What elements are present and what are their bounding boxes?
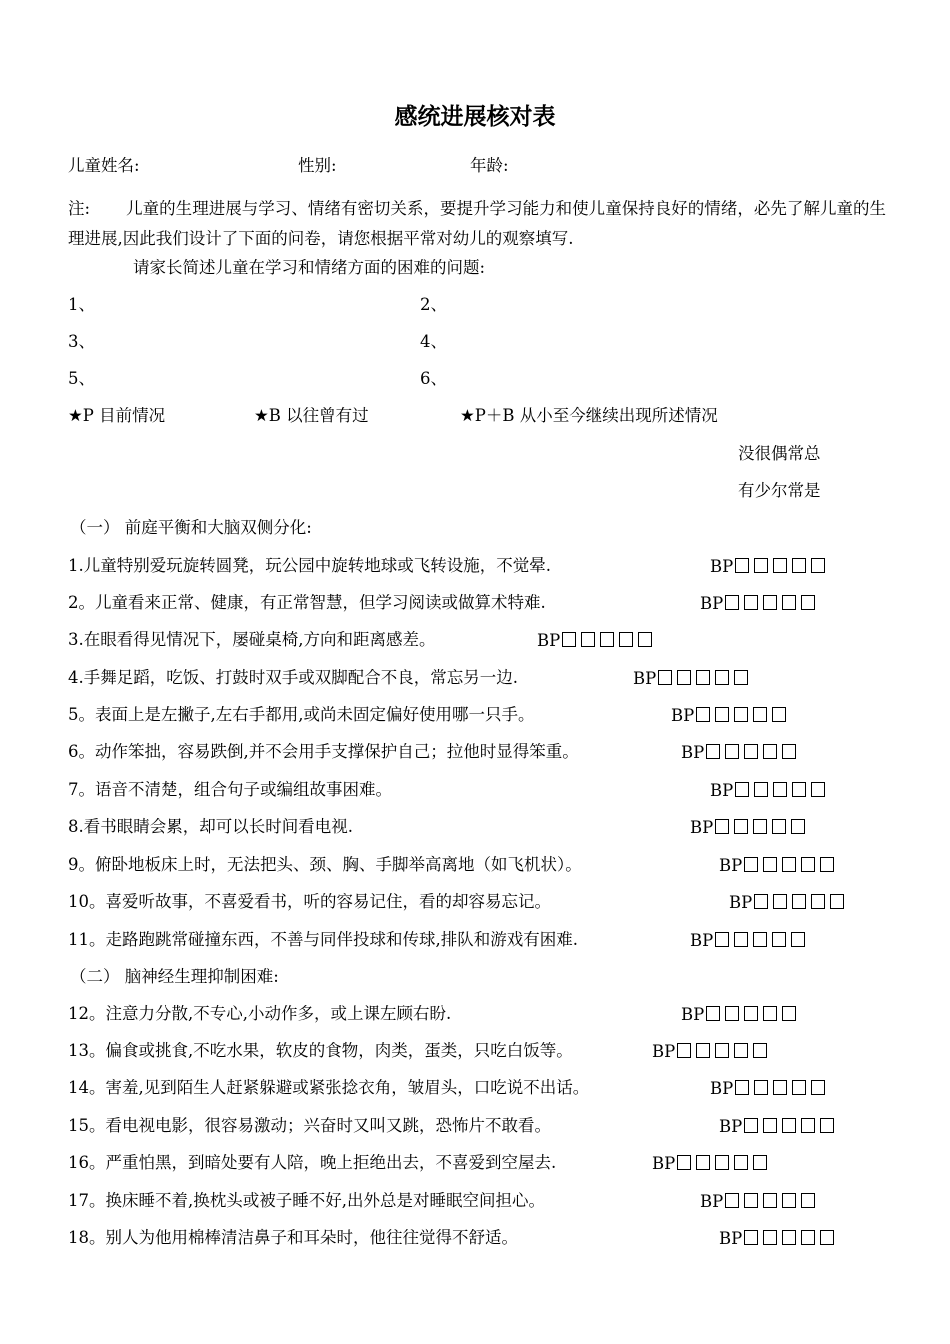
bp-label: BP bbox=[652, 1154, 676, 1173]
answer-checkbox-group bbox=[719, 1230, 834, 1248]
bp-label: BP bbox=[690, 931, 714, 950]
answer-checkbox[interactable] bbox=[753, 819, 767, 834]
answer-checkbox[interactable] bbox=[715, 1155, 729, 1170]
answer-checkbox[interactable] bbox=[581, 632, 595, 647]
answer-checkbox[interactable] bbox=[696, 670, 710, 685]
answer-checkbox[interactable] bbox=[811, 782, 825, 797]
problem-number-6: 6、 bbox=[420, 369, 447, 388]
answer-checkbox[interactable] bbox=[754, 782, 768, 797]
answer-checkbox[interactable] bbox=[820, 1118, 834, 1133]
bp-label: BP bbox=[729, 893, 753, 912]
answer-checkbox[interactable] bbox=[725, 1193, 739, 1208]
answer-checkbox[interactable] bbox=[734, 707, 748, 722]
question-text: 12。注意力分散,不专心,小动作多，或上课左顾右盼. bbox=[68, 1004, 452, 1023]
answer-checkbox[interactable] bbox=[753, 932, 767, 947]
answer-checkbox-group bbox=[719, 857, 834, 875]
answer-checkbox[interactable] bbox=[773, 1080, 787, 1095]
answer-checkbox[interactable] bbox=[744, 1230, 758, 1245]
bp-label: BP bbox=[700, 1192, 724, 1211]
problem-number-2: 2、 bbox=[420, 295, 447, 314]
answer-checkbox[interactable] bbox=[735, 782, 749, 797]
frequency-header-bottom: 有少尔常是 bbox=[738, 481, 821, 500]
answer-checkbox[interactable] bbox=[782, 595, 796, 610]
request-prompt: 请家长简述儿童在学习和情绪方面的困难的问题: bbox=[133, 258, 486, 277]
answer-checkbox[interactable] bbox=[792, 894, 806, 909]
answer-checkbox[interactable] bbox=[773, 558, 787, 573]
answer-checkbox[interactable] bbox=[820, 857, 834, 872]
answer-checkbox[interactable] bbox=[715, 670, 729, 685]
answer-checkbox[interactable] bbox=[619, 632, 633, 647]
answer-checkbox[interactable] bbox=[811, 894, 825, 909]
bp-label: BP bbox=[537, 631, 561, 650]
answer-checkbox-group bbox=[652, 1043, 767, 1061]
answer-checkbox[interactable] bbox=[744, 1193, 758, 1208]
answer-checkbox[interactable] bbox=[763, 1118, 777, 1133]
answer-checkbox[interactable] bbox=[734, 670, 748, 685]
answer-checkbox[interactable] bbox=[735, 1080, 749, 1095]
note-paragraph bbox=[68, 194, 886, 254]
answer-checkbox-group bbox=[710, 1080, 825, 1098]
answer-checkbox[interactable] bbox=[830, 894, 844, 909]
bp-label: BP bbox=[710, 557, 734, 576]
bp-label: BP bbox=[681, 1005, 705, 1024]
note-prefix: 注: bbox=[68, 199, 91, 218]
answer-checkbox[interactable] bbox=[706, 744, 720, 759]
answer-checkbox[interactable] bbox=[754, 1080, 768, 1095]
section-heading-1: （一） 前庭平衡和大脑双侧分化: bbox=[70, 518, 312, 537]
question-text: 6。动作笨拙，容易跌倒,并不会用手支撑保护自己；拉他时显得笨重。 bbox=[68, 742, 579, 761]
page-title: 感统进展核对表 bbox=[394, 104, 556, 130]
question-text: 9。俯卧地板床上时，无法把头、颈、胸、手脚举高离地（如飞机状）。 bbox=[68, 855, 582, 874]
answer-checkbox-group bbox=[710, 558, 825, 576]
bp-label: BP bbox=[719, 856, 743, 875]
answer-checkbox[interactable] bbox=[754, 558, 768, 573]
answer-checkbox[interactable] bbox=[754, 894, 768, 909]
bp-label: BP bbox=[681, 743, 705, 762]
name-label: 儿童姓名: bbox=[68, 156, 140, 175]
answer-checkbox[interactable] bbox=[658, 670, 672, 685]
answer-checkbox[interactable] bbox=[753, 707, 767, 722]
answer-checkbox[interactable] bbox=[792, 782, 806, 797]
answer-checkbox[interactable] bbox=[715, 1043, 729, 1058]
answer-checkbox[interactable] bbox=[744, 744, 758, 759]
answer-checkbox-group bbox=[537, 632, 652, 650]
answer-checkbox[interactable] bbox=[744, 1006, 758, 1021]
answer-checkbox[interactable] bbox=[801, 595, 815, 610]
answer-checkbox[interactable] bbox=[734, 819, 748, 834]
answer-checkbox[interactable] bbox=[725, 595, 739, 610]
answer-checkbox[interactable] bbox=[735, 558, 749, 573]
answer-checkbox-group bbox=[681, 744, 796, 762]
answer-checkbox-group bbox=[652, 1155, 767, 1173]
question-text: 3.在眼看得见情况下，屡碰桌椅,方向和距离感差。 bbox=[68, 630, 436, 649]
answer-checkbox[interactable] bbox=[562, 632, 576, 647]
answer-checkbox[interactable] bbox=[677, 1043, 691, 1058]
section-heading-2: （二） 脑神经生理抑制困难: bbox=[70, 967, 279, 986]
answer-checkbox[interactable] bbox=[782, 1230, 796, 1245]
answer-checkbox[interactable] bbox=[763, 1230, 777, 1245]
question-text: 15。看电视电影，很容易激动；兴奋时又叫又跳，恐怖片不敢看。 bbox=[68, 1116, 551, 1135]
problem-number-3: 3、 bbox=[68, 332, 95, 351]
answer-checkbox[interactable] bbox=[734, 1043, 748, 1058]
answer-checkbox[interactable] bbox=[734, 1155, 748, 1170]
answer-checkbox-group bbox=[671, 707, 786, 725]
answer-checkbox[interactable] bbox=[782, 1118, 796, 1133]
answer-checkbox[interactable] bbox=[801, 857, 815, 872]
answer-checkbox[interactable] bbox=[763, 744, 777, 759]
bp-label: BP bbox=[710, 781, 734, 800]
question-text: 1.儿童特别爱玩旋转圆凳，玩公园中旋转地球或飞转设施，不觉晕. bbox=[68, 556, 551, 575]
answer-checkbox[interactable] bbox=[801, 1118, 815, 1133]
answer-checkbox[interactable] bbox=[706, 1006, 720, 1021]
question-text: 5。表面上是左撇子,左右手都用,或尚未固定偏好使用哪一只手。 bbox=[68, 705, 535, 724]
answer-checkbox[interactable] bbox=[801, 1193, 815, 1208]
answer-checkbox[interactable] bbox=[744, 857, 758, 872]
answer-checkbox[interactable] bbox=[744, 1118, 758, 1133]
legend-p: ★P 目前情况 bbox=[68, 406, 166, 425]
age-label: 年龄: bbox=[470, 156, 509, 175]
question-text: 17。换床睡不着,换枕头或被子睡不好,出外总是对睡眠空间担心。 bbox=[68, 1191, 545, 1210]
legend-pb: ★P＋B 从小至今继续出现所述情况 bbox=[460, 406, 718, 425]
legend-b: ★B 以往曾有过 bbox=[254, 406, 369, 425]
answer-checkbox-group bbox=[700, 1193, 815, 1211]
answer-checkbox[interactable] bbox=[820, 1230, 834, 1245]
bp-label: BP bbox=[719, 1229, 743, 1248]
answer-checkbox[interactable] bbox=[782, 857, 796, 872]
answer-checkbox[interactable] bbox=[715, 932, 729, 947]
answer-checkbox[interactable] bbox=[782, 744, 796, 759]
answer-checkbox[interactable] bbox=[725, 1006, 739, 1021]
answer-checkbox[interactable] bbox=[801, 1230, 815, 1245]
answer-checkbox[interactable] bbox=[753, 1155, 767, 1170]
bp-label: BP bbox=[633, 669, 657, 688]
answer-checkbox-group bbox=[690, 932, 805, 950]
answer-checkbox[interactable] bbox=[791, 819, 805, 834]
answer-checkbox[interactable] bbox=[763, 1193, 777, 1208]
question-text: 7。语音不清楚，组合句子或编组故事困难。 bbox=[68, 780, 392, 799]
bp-label: BP bbox=[700, 594, 724, 613]
answer-checkbox[interactable] bbox=[696, 707, 710, 722]
problem-number-4: 4、 bbox=[420, 332, 447, 351]
note-text: 儿童的生理进展与学习、情绪有密切关系，要提升学习能力和使儿童保持良好的情绪，必先了解儿童的生理进展,因此我们设计了下面的问卷，请您根据平常对幼儿的观察填写. bbox=[68, 199, 887, 248]
answer-checkbox[interactable] bbox=[734, 932, 748, 947]
question-text: 14。害羞,见到陌生人赶紧躲避或紧张捻衣角，皱眉头，口吃说不出话。 bbox=[68, 1078, 590, 1097]
answer-checkbox[interactable] bbox=[792, 1080, 806, 1095]
question-text: 18。别人为他用棉棒清洁鼻子和耳朵时，他往往觉得不舒适。 bbox=[68, 1228, 518, 1247]
answer-checkbox-group bbox=[729, 894, 844, 912]
problem-number-5: 5、 bbox=[68, 369, 95, 388]
answer-checkbox[interactable] bbox=[677, 670, 691, 685]
gender-label: 性别: bbox=[298, 156, 337, 175]
answer-checkbox[interactable] bbox=[763, 1006, 777, 1021]
answer-checkbox[interactable] bbox=[638, 632, 652, 647]
answer-checkbox[interactable] bbox=[791, 932, 805, 947]
problem-number-1: 1、 bbox=[68, 295, 95, 314]
question-text: 13。偏食或挑食,不吃水果，软皮的食物，肉类，蛋类，只吃白饭等。 bbox=[68, 1041, 573, 1060]
frequency-header-top: 没很偶常总 bbox=[738, 444, 821, 463]
answer-checkbox[interactable] bbox=[725, 744, 739, 759]
question-text: 2。儿童看来正常、健康，有正常智慧，但学习阅读或做算术特难. bbox=[68, 593, 546, 612]
question-text: 16。严重怕黑，到暗处要有人陪，晚上拒绝出去，不喜爱到空屋去. bbox=[68, 1153, 557, 1172]
answer-checkbox[interactable] bbox=[677, 1155, 691, 1170]
answer-checkbox[interactable] bbox=[782, 1193, 796, 1208]
answer-checkbox-group bbox=[719, 1118, 834, 1136]
answer-checkbox[interactable] bbox=[773, 894, 787, 909]
answer-checkbox[interactable] bbox=[792, 558, 806, 573]
answer-checkbox-group bbox=[710, 782, 825, 800]
answer-checkbox[interactable] bbox=[715, 819, 729, 834]
answer-checkbox[interactable] bbox=[782, 1006, 796, 1021]
answer-checkbox[interactable] bbox=[772, 932, 786, 947]
answer-checkbox[interactable] bbox=[811, 1080, 825, 1095]
answer-checkbox[interactable] bbox=[763, 595, 777, 610]
question-text: 4.手舞足蹈，吃饭、打鼓时双手或双脚配合不良，常忘另一边. bbox=[68, 668, 518, 687]
answer-checkbox[interactable] bbox=[772, 819, 786, 834]
question-text: 10。喜爱听故事，不喜爱看书，听的容易记住，看的却容易忘记。 bbox=[68, 892, 551, 911]
answer-checkbox-group bbox=[681, 1006, 796, 1024]
bp-label: BP bbox=[690, 818, 714, 837]
bp-label: BP bbox=[671, 706, 695, 725]
answer-checkbox[interactable] bbox=[763, 857, 777, 872]
answer-checkbox[interactable] bbox=[744, 595, 758, 610]
answer-checkbox[interactable] bbox=[773, 782, 787, 797]
answer-checkbox[interactable] bbox=[811, 558, 825, 573]
bp-label: BP bbox=[710, 1079, 734, 1098]
answer-checkbox[interactable] bbox=[600, 632, 614, 647]
bp-label: BP bbox=[719, 1117, 743, 1136]
answer-checkbox[interactable] bbox=[696, 1155, 710, 1170]
bp-label: BP bbox=[652, 1042, 676, 1061]
answer-checkbox[interactable] bbox=[772, 707, 786, 722]
question-text: 8.看书眼睛会累，却可以长时间看电视. bbox=[68, 817, 353, 836]
question-text: 11。走路跑跳常碰撞东西，不善与同伴投球和传球,排队和游戏有困难. bbox=[68, 930, 578, 949]
answer-checkbox-group bbox=[633, 670, 748, 688]
answer-checkbox-group bbox=[700, 595, 815, 613]
answer-checkbox[interactable] bbox=[696, 1043, 710, 1058]
answer-checkbox[interactable] bbox=[753, 1043, 767, 1058]
answer-checkbox-group bbox=[690, 819, 805, 837]
answer-checkbox[interactable] bbox=[715, 707, 729, 722]
